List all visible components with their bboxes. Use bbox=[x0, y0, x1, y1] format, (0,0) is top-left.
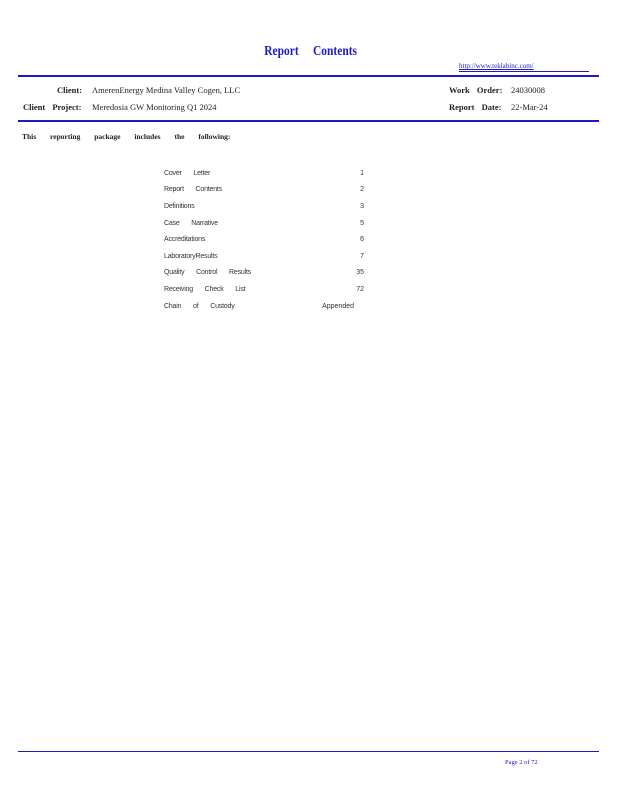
client-value: AmerenEnergy Medina Valley Cogen, LLC bbox=[92, 85, 241, 95]
report-date-value: 22-Mar-24 bbox=[511, 102, 548, 112]
list-item bbox=[164, 265, 364, 282]
list-item bbox=[164, 281, 364, 298]
contents-item-name: Definitions bbox=[164, 202, 195, 210]
report-date-label: Report Date: bbox=[449, 102, 502, 112]
page-title: Report Contents bbox=[264, 44, 358, 59]
contents-item-page: 2 bbox=[360, 186, 364, 194]
project-value: Meredosia GW Monitoring Q1 2024 bbox=[92, 102, 217, 112]
header-bottom-rule bbox=[18, 120, 599, 122]
contents-item-page: 3 bbox=[360, 202, 364, 210]
list-item bbox=[164, 248, 364, 265]
contents-item-page: 7 bbox=[360, 252, 364, 260]
contents-item-page: 5 bbox=[360, 219, 364, 227]
work-order-value: 24030008 bbox=[511, 85, 545, 95]
client-label: Client: bbox=[57, 85, 83, 95]
list-item bbox=[164, 198, 364, 215]
footer-rule bbox=[18, 751, 599, 752]
contents-item-name: Cover Letter bbox=[164, 169, 211, 177]
contents-item-name: Report Contents bbox=[164, 186, 222, 194]
client-project-label: Client Project: bbox=[23, 102, 82, 112]
contents-item-name: Chain of Custody bbox=[164, 302, 235, 310]
list-item bbox=[164, 165, 364, 182]
page-number: Page 2 of 72 bbox=[505, 759, 538, 766]
contents-item-name: Case Narrative bbox=[164, 219, 218, 227]
contents-item-page: 1 bbox=[360, 169, 364, 177]
contents-item-page: 35 bbox=[356, 269, 364, 277]
contents-list bbox=[164, 165, 364, 314]
list-item bbox=[164, 182, 364, 199]
contents-item-page: 72 bbox=[356, 285, 364, 293]
intro-text: This reporting package includes the following: bbox=[22, 132, 231, 141]
header-top-rule bbox=[18, 75, 599, 77]
contents-item-name: LaboratoryResults bbox=[164, 252, 218, 260]
list-item bbox=[164, 298, 364, 315]
list-item bbox=[164, 215, 364, 232]
list-item bbox=[164, 231, 364, 248]
website-link[interactable]: http://www.teklabinc.com/ bbox=[459, 62, 589, 72]
contents-item-page: Appended bbox=[322, 302, 354, 310]
contents-item-page: 6 bbox=[360, 236, 364, 244]
work-order-label: Work Order: bbox=[449, 85, 503, 95]
contents-item-name: Quality Control Results bbox=[164, 269, 251, 277]
contents-item-name: Accreditations bbox=[164, 236, 206, 244]
contents-item-name: Receiving Check List bbox=[164, 285, 246, 293]
